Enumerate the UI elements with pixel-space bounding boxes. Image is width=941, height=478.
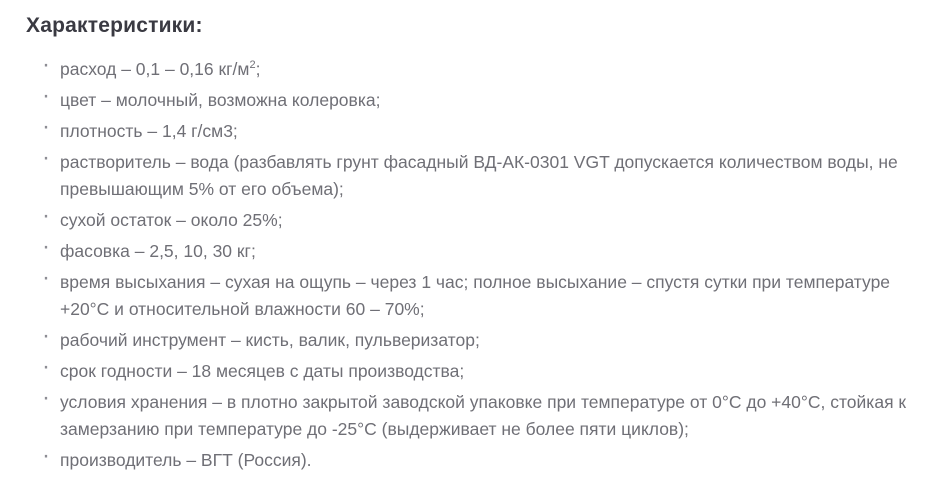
list-item-text: растворитель – вода (разбавлять грунт фасадный ВД-АК-0301 VGT допускается количеством воды, не превышающим 5% от его объема); <box>60 152 898 199</box>
list-item-text: рабочий инструмент – кисть, валик, пульверизатор; <box>60 330 480 350</box>
list-item <box>40 447 921 474</box>
list-item-superscript: 2 <box>249 59 256 72</box>
list-item-text: срок годности – 18 месяцев с даты производства; <box>60 361 465 381</box>
page-title: Характеристики: <box>26 14 203 37</box>
list-item-text: время высыхания – сухая на ощупь – через 1 час; полное высыхание – спустя сутки при температуре +20°С и относительной влажности 60 – 70%; <box>60 272 891 319</box>
list-item-text: цвет – молочный, возможна колеровка; <box>60 90 381 110</box>
list-item <box>40 269 921 323</box>
list-item <box>40 238 921 265</box>
list-item <box>40 207 921 234</box>
list-item-text: производитель – ВГТ (Россия). <box>60 450 312 470</box>
list-item <box>40 389 921 443</box>
list-item <box>40 327 921 354</box>
list-item-text: условия хранения – в плотно закрытой заводской упаковке при температуре от 0°С до +40°С, стойкая к замерзанию при температуре до -25°С (выдерживает не более пяти циклов); <box>60 392 907 439</box>
list-item <box>40 87 921 114</box>
list-item-text-end: ; <box>255 59 261 79</box>
list-item <box>40 149 921 203</box>
list-item <box>40 56 921 83</box>
list-item-text: расход – 0,1 – 0,16 кг/м <box>60 59 250 79</box>
list-item-text: плотность – 1,4 г/см3; <box>60 121 238 141</box>
list-item <box>40 118 921 145</box>
list-item-text: фасовка – 2,5, 10, 30 кг; <box>60 241 256 261</box>
list-item <box>40 358 921 385</box>
list-item-text: сухой остаток – около 25%; <box>60 210 283 230</box>
specifications-list <box>22 56 921 474</box>
